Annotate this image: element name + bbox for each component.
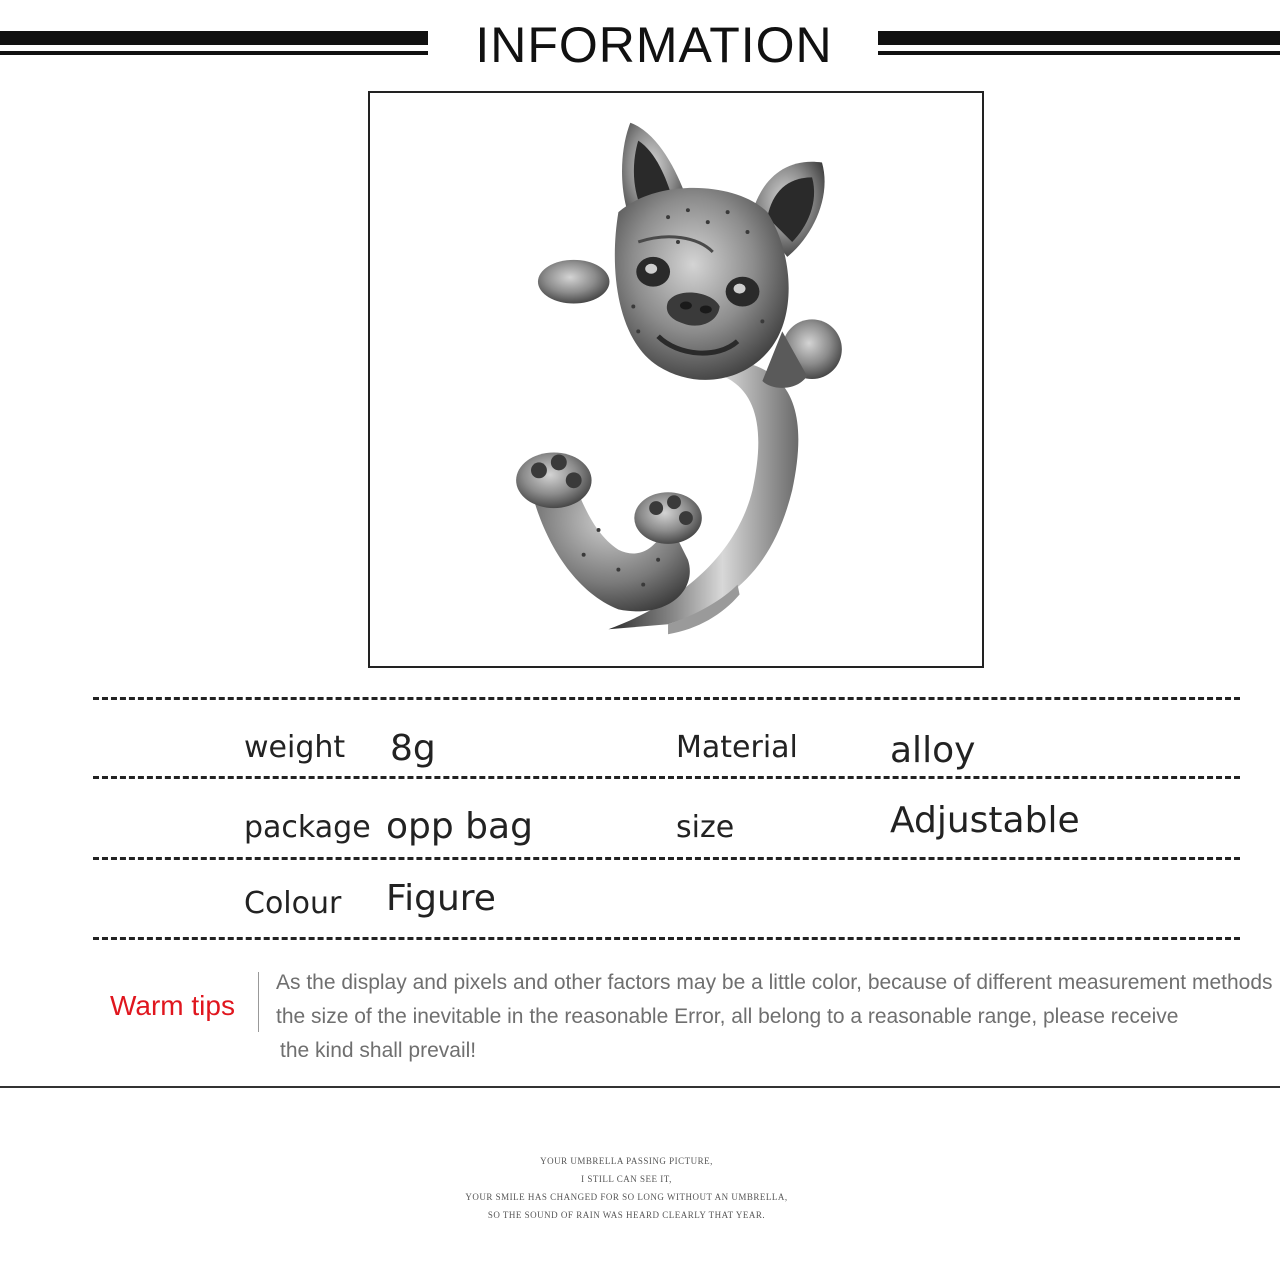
dotted-divider — [93, 697, 1240, 700]
size-label: size — [676, 810, 735, 845]
weight-value: 8g — [390, 728, 436, 769]
footer-line-3: YOUR SMILE HAS CHANGED FOR SO LONG WITHOUT AN UMBRELLA, — [465, 1192, 788, 1202]
colour-value: Figure — [386, 878, 496, 919]
colour-label: Colour — [244, 886, 342, 921]
tips-line-3: the kind shall prevail! — [280, 1039, 477, 1062]
tips-line-1: As the display and pixels and other factors may be a little color, because of different measurement methods — [276, 971, 1273, 994]
dotted-divider — [93, 776, 1240, 779]
bottom-divider — [0, 1086, 1280, 1088]
size-value: Adjustable — [890, 800, 1080, 841]
package-label: package — [244, 810, 371, 845]
warm-tips-label: Warm tips — [110, 990, 235, 1021]
material-value: alloy — [890, 730, 976, 771]
header-thin-bar — [878, 51, 1280, 55]
material-label: Material — [676, 730, 798, 765]
footer-line-2: I STILL CAN SEE IT, — [581, 1174, 672, 1184]
header-right-bars — [878, 31, 1280, 57]
bulldog-ring-image — [370, 93, 982, 666]
footer-line-1: YOUR UMBRELLA PASSING PICTURE, — [540, 1156, 713, 1166]
footer-line-4: SO THE SOUND OF RAIN WAS HEARD CLEARLY THAT YEAR. — [487, 1210, 766, 1220]
dotted-divider — [93, 937, 1240, 940]
page-title: INFORMATION — [475, 17, 833, 73]
weight-label: weight — [244, 730, 346, 765]
dotted-divider — [93, 857, 1240, 860]
header-left-bars — [0, 31, 428, 57]
header-thick-bar — [0, 31, 428, 45]
tips-line-2: the size of the inevitable in the reasonable Error, all belong to a reasonable range, please receive — [276, 1005, 1179, 1028]
header-thick-bar — [878, 31, 1280, 45]
tips-divider — [258, 972, 259, 1032]
header-thin-bar — [0, 51, 428, 55]
product-image-frame — [368, 91, 984, 668]
package-value: opp bag — [386, 806, 533, 847]
